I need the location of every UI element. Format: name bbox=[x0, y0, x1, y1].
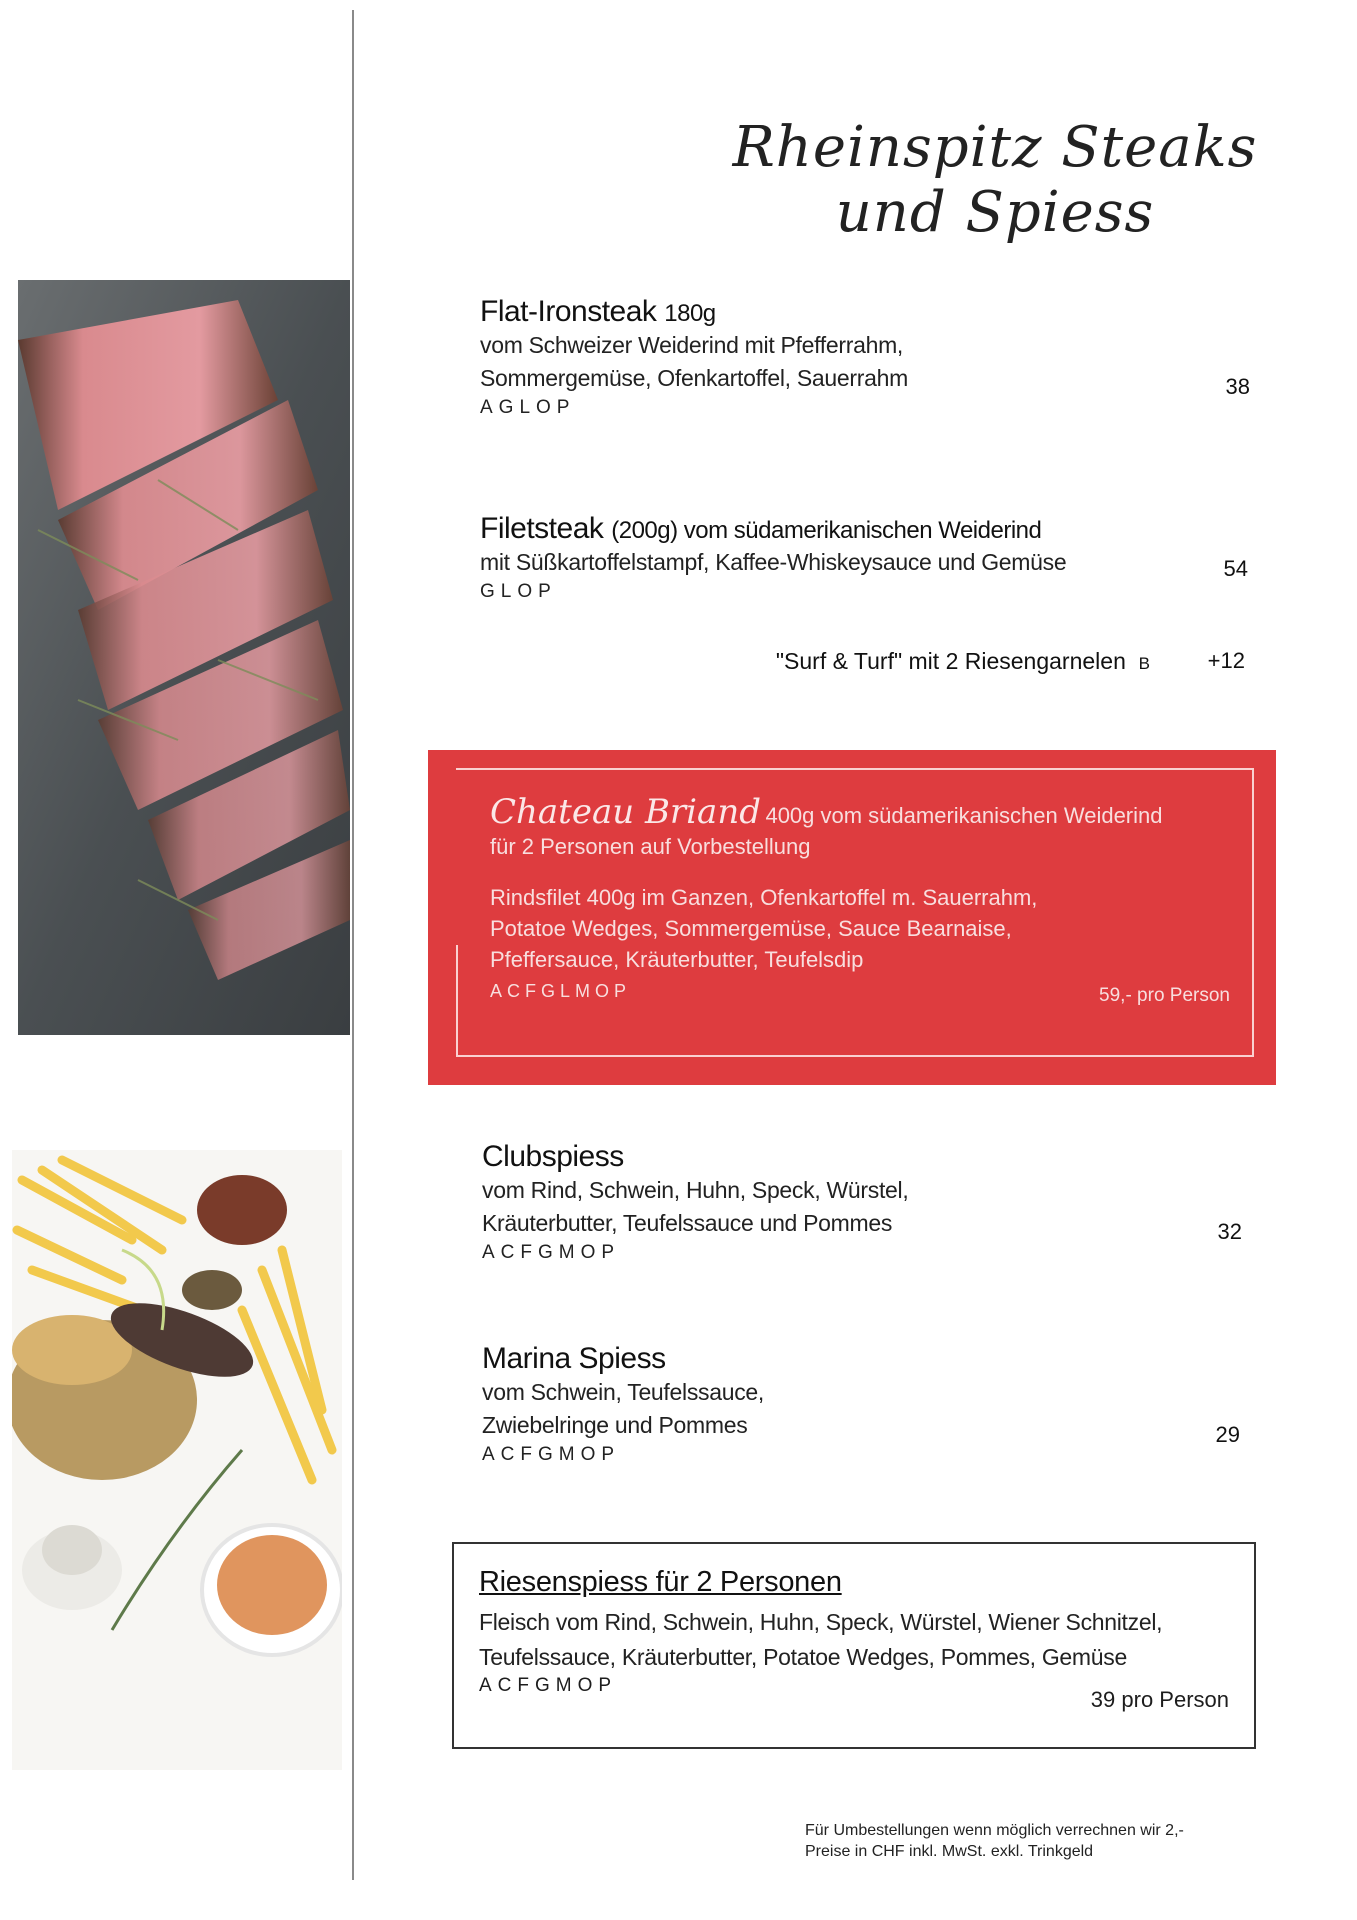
item-desc-line: mit Süßkartoffelstampf, Kaffee-Whiskeysauce und Gemüse bbox=[480, 549, 1067, 575]
divider-line bbox=[352, 10, 354, 1880]
menu-item-flat-ironsteak bbox=[480, 295, 1250, 419]
box-frame-left bbox=[456, 945, 458, 1055]
item-desc-line: Kräuterbutter, Teufelssauce und Pommes bbox=[482, 1210, 893, 1236]
item-price: 32 bbox=[1217, 1219, 1242, 1244]
menu-item-filetsteak bbox=[480, 512, 1250, 603]
allergen-codes: GLOP bbox=[480, 581, 557, 602]
allergen-codes: AGLOP bbox=[480, 397, 576, 418]
addon-price: +12 bbox=[1207, 648, 1245, 673]
item-price: 38 bbox=[1225, 374, 1250, 399]
item-name: Marina Spiess bbox=[482, 1342, 666, 1375]
page-title: Rheinspitz Steaks und Spiess bbox=[732, 115, 1258, 245]
riesenspiess-box bbox=[452, 1542, 1256, 1749]
item-desc-line: Teufelssauce, Kräuterbutter, Potatoe Wedges, Pommes, Gemüse bbox=[479, 1644, 1127, 1670]
allergen-codes: ACFGLMOP bbox=[490, 981, 632, 1001]
chateau-briand-box bbox=[428, 750, 1276, 1085]
menu-item-clubspiess bbox=[482, 1140, 1252, 1264]
allergen-codes: ACFGMOP bbox=[482, 1444, 621, 1465]
item-desc-line: vom Schweizer Weiderind mit Pfefferrahm, bbox=[480, 332, 904, 358]
item-price: 39 pro Person bbox=[1090, 1687, 1229, 1712]
item-name: Clubspiess bbox=[482, 1140, 624, 1173]
item-price: 29 bbox=[1215, 1422, 1240, 1447]
item-name: Flat-Ironsteak 180g bbox=[480, 295, 716, 328]
menu-item-marina-spiess bbox=[482, 1342, 1252, 1466]
special-heading: Chateau Briand 400g vom südamerikanischen Weiderind bbox=[490, 792, 1163, 832]
item-desc-line: Sommergemüse, Ofenkartoffel, Sauerrahm bbox=[480, 365, 908, 391]
item-desc-line: Zwiebelringe und Pommes bbox=[482, 1412, 748, 1438]
chateau-briand-content bbox=[490, 792, 1230, 1006]
footer-note: Für Umbestellungen wenn möglich verrechnen wir 2,- Preise in CHF inkl. MwSt. exkl. Trinkgeld bbox=[805, 1822, 1184, 1860]
special-price: 59,- pro Person bbox=[1099, 985, 1230, 1006]
item-desc-line: vom Rind, Schwein, Huhn, Speck, Würstel, bbox=[482, 1177, 909, 1203]
item-name: Riesenspiess für 2 Personen bbox=[479, 1566, 842, 1598]
item-price: 54 bbox=[1223, 556, 1248, 581]
item-name: Filetsteak (200g) vom südamerikanischen Weiderind bbox=[480, 512, 1042, 545]
special-subline: für 2 Personen auf Vorbestellung bbox=[490, 834, 811, 859]
allergen-codes: ACFGMOP bbox=[482, 1242, 621, 1263]
allergen-codes: ACFGMOP bbox=[479, 1675, 618, 1696]
item-desc-line: Fleisch vom Rind, Schwein, Huhn, Speck, Würstel, Wiener Schnitzel, bbox=[479, 1609, 1163, 1635]
surf-turf-addon: "Surf & Turf" mit 2 Riesengarnelen B bbox=[775, 648, 1150, 674]
skewer-platter-photo bbox=[12, 1150, 342, 1770]
sliced-steak-photo bbox=[18, 280, 350, 1035]
item-desc-line: vom Schwein, Teufelssauce, bbox=[482, 1379, 764, 1405]
riesenspiess-content bbox=[479, 1566, 1239, 1715]
special-description: Rindsfilet 400g im Ganzen, Ofenkartoffel m. Sauerrahm, Potatoe Wedges, Sommergemüse, Sauce Bearnaise, Pfeffersauce, Kräuterbutter, Teufelsdip bbox=[490, 885, 1038, 972]
